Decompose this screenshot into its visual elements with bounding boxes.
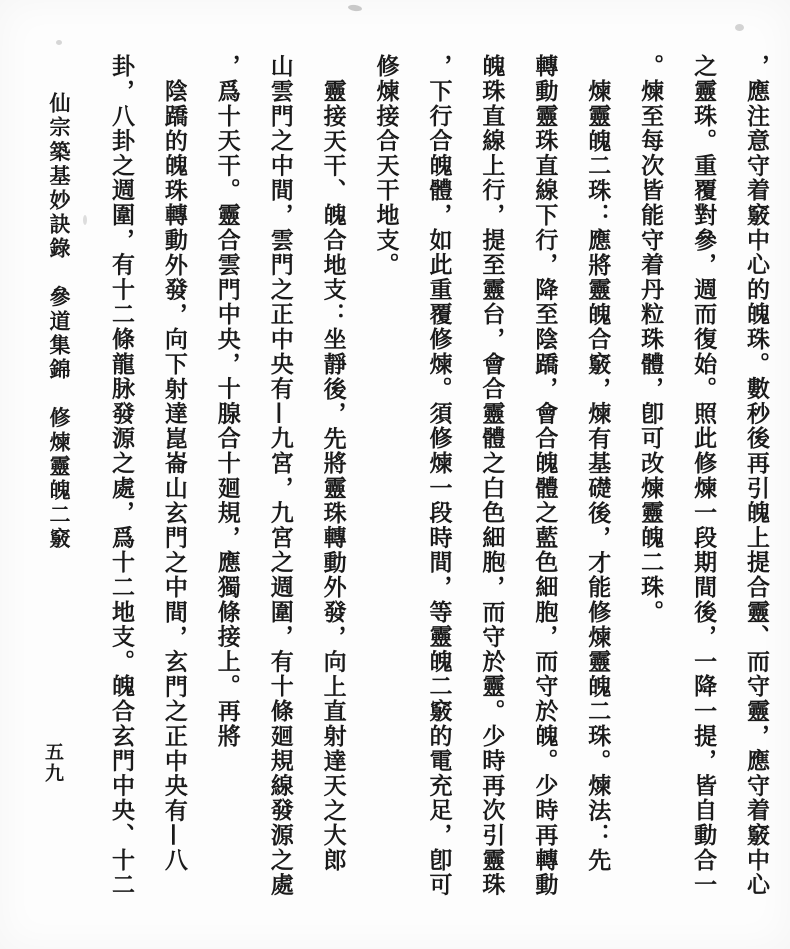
body-text <box>94 54 782 924</box>
body-column: 山雲門之中間，雲門之正中央有—九宮，九宮之週圍，有十條廻規線發源之處 <box>266 54 294 898</box>
scan-noise <box>348 4 363 12</box>
body-column: 陰蹻的魄珠轉動外發，向下射達崑崙山玄門之中間，玄門之正中央有—八 <box>160 79 188 873</box>
scan-noise <box>56 40 62 45</box>
body-column: 煉靈魄二珠：應將靈魄合竅，煉有基礎後，才能修煉靈魄二珠。煉法：先 <box>584 79 612 873</box>
body-column: 修煉接合天干地支。 <box>372 54 400 278</box>
body-column: 轉動靈珠直線下行，降至陰蹻，會合魄體之藍色細胞，而守於魄。少時再轉動 <box>531 54 559 898</box>
body-column: 之靈珠。重覆對參，週而復始。照此修煉一段期間後，一降一提，皆自動合一 <box>690 54 718 898</box>
body-column: 卦，八卦之週圍，有十二條龍脉發源之處，爲十二地支。魄合玄門中央、十二 <box>107 54 135 898</box>
body-column: ，應注意守着竅中心的魄珠。數秒後再引魄上提合靈、而守靈，應守着竅中心 <box>743 54 770 898</box>
scan-noise <box>83 215 87 225</box>
body-column: 。煉至每次皆能守着丹粒珠體，卽可改煉靈魄二珠。 <box>637 54 665 625</box>
body-column: 靈接天干、魄合地支：坐靜後，先將靈珠轉動外發，向上直射達天之大郎 <box>319 79 347 873</box>
scan-noise <box>735 24 744 31</box>
body-column: ，下行合魄體，如此重覆修煉。須修煉一段時間，等靈魄二竅的電充足，卽可 <box>425 54 453 898</box>
body-column: 魄珠直線上行，提至靈台，會合靈體之白色細胞，而守於靈。少時再次引靈珠 <box>478 54 506 898</box>
body-column: ，爲十天干。靈合雲門中央，十腺合十廻規，應獨條接上。再將 <box>213 54 241 749</box>
page-number: 五九 <box>42 742 64 784</box>
book-title: 仙宗築基妙訣錄 參道集錦 修煉靈魄二竅 <box>47 92 72 552</box>
